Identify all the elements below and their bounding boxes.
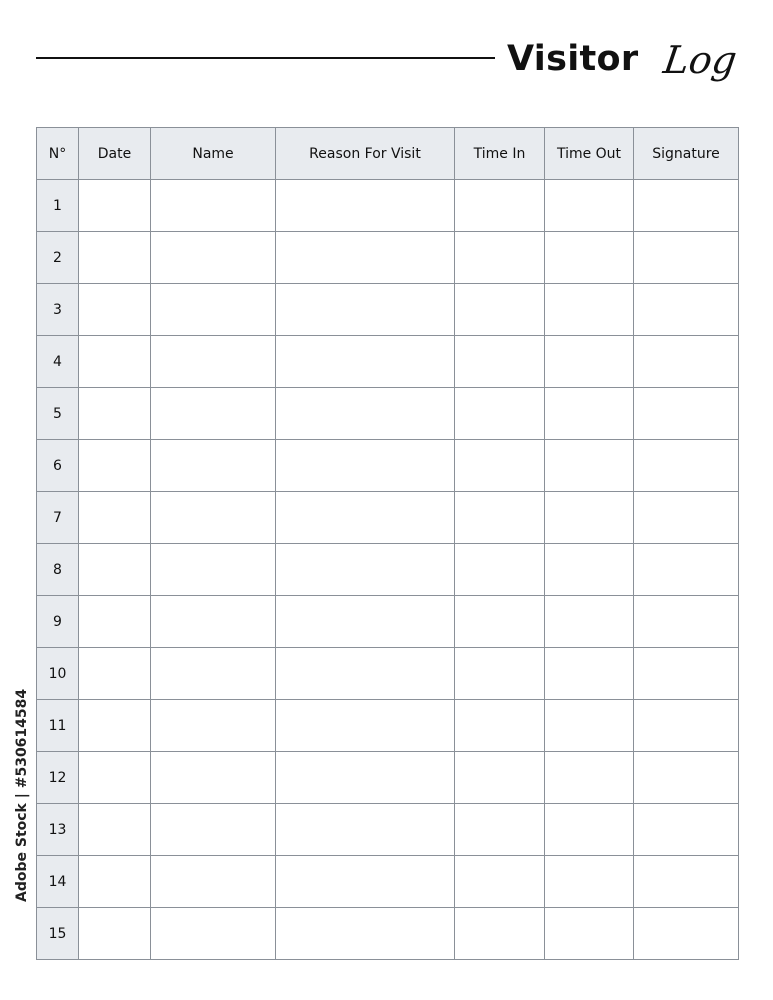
signature-cell[interactable] bbox=[634, 388, 739, 440]
time-in-cell[interactable] bbox=[455, 856, 545, 908]
signature-cell[interactable] bbox=[634, 336, 739, 388]
table-row bbox=[37, 440, 739, 492]
reason-cell[interactable] bbox=[276, 388, 455, 440]
date-cell[interactable] bbox=[79, 856, 151, 908]
time-in-cell[interactable] bbox=[455, 648, 545, 700]
name-cell[interactable] bbox=[151, 804, 276, 856]
time-out-cell[interactable] bbox=[545, 180, 634, 232]
name-cell[interactable] bbox=[151, 700, 276, 752]
row-number: 3 bbox=[37, 284, 79, 336]
signature-cell[interactable] bbox=[634, 596, 739, 648]
row-number: 15 bbox=[37, 908, 79, 960]
row-number: 14 bbox=[37, 856, 79, 908]
name-cell[interactable] bbox=[151, 908, 276, 960]
name-cell[interactable] bbox=[151, 596, 276, 648]
row-number: 12 bbox=[37, 752, 79, 804]
time-out-cell[interactable] bbox=[545, 752, 634, 804]
date-cell[interactable] bbox=[79, 544, 151, 596]
date-cell[interactable] bbox=[79, 440, 151, 492]
table-body bbox=[37, 180, 739, 960]
table-row bbox=[37, 232, 739, 284]
name-cell[interactable] bbox=[151, 856, 276, 908]
date-cell[interactable] bbox=[79, 648, 151, 700]
table-row bbox=[37, 908, 739, 960]
row-number: 2 bbox=[37, 232, 79, 284]
signature-cell[interactable] bbox=[634, 752, 739, 804]
table-row bbox=[37, 492, 739, 544]
reason-cell[interactable] bbox=[276, 700, 455, 752]
date-cell[interactable] bbox=[79, 804, 151, 856]
time-in-cell[interactable] bbox=[455, 908, 545, 960]
title-log-script: Log bbox=[660, 38, 740, 82]
table-row bbox=[37, 700, 739, 752]
time-out-cell[interactable] bbox=[545, 804, 634, 856]
time-in-cell[interactable] bbox=[455, 492, 545, 544]
date-cell[interactable] bbox=[79, 180, 151, 232]
title-visitor: Visitor bbox=[507, 39, 639, 79]
date-cell[interactable] bbox=[79, 232, 151, 284]
header-number: N° bbox=[37, 128, 79, 180]
table-row bbox=[37, 856, 739, 908]
table-row bbox=[37, 180, 739, 232]
row-number: 10 bbox=[37, 648, 79, 700]
table-row bbox=[37, 336, 739, 388]
title-rule bbox=[36, 57, 495, 59]
table-row bbox=[37, 648, 739, 700]
reason-cell[interactable] bbox=[276, 440, 455, 492]
table-row bbox=[37, 284, 739, 336]
signature-cell[interactable] bbox=[634, 284, 739, 336]
time-out-cell[interactable] bbox=[545, 700, 634, 752]
time-in-cell[interactable] bbox=[455, 700, 545, 752]
reason-cell[interactable] bbox=[276, 180, 455, 232]
time-in-cell[interactable] bbox=[455, 284, 545, 336]
signature-cell[interactable] bbox=[634, 232, 739, 284]
signature-cell[interactable] bbox=[634, 700, 739, 752]
row-number: 13 bbox=[37, 804, 79, 856]
reason-cell[interactable] bbox=[276, 284, 455, 336]
date-cell[interactable] bbox=[79, 336, 151, 388]
name-cell[interactable] bbox=[151, 648, 276, 700]
header-name: Name bbox=[151, 128, 276, 180]
row-number: 6 bbox=[37, 440, 79, 492]
date-cell[interactable] bbox=[79, 596, 151, 648]
table-row bbox=[37, 596, 739, 648]
header-reason: Reason For Visit bbox=[276, 128, 455, 180]
name-cell[interactable] bbox=[151, 752, 276, 804]
time-in-cell[interactable] bbox=[455, 596, 545, 648]
signature-cell[interactable] bbox=[634, 440, 739, 492]
name-cell[interactable] bbox=[151, 440, 276, 492]
signature-cell[interactable] bbox=[634, 648, 739, 700]
name-cell[interactable] bbox=[151, 336, 276, 388]
reason-cell[interactable] bbox=[276, 232, 455, 284]
row-number: 11 bbox=[37, 700, 79, 752]
name-cell[interactable] bbox=[151, 232, 276, 284]
time-out-cell[interactable] bbox=[545, 856, 634, 908]
name-cell[interactable] bbox=[151, 180, 276, 232]
row-number: 8 bbox=[37, 544, 79, 596]
table-row bbox=[37, 752, 739, 804]
stock-watermark-text: Adobe Stock | #530614584 bbox=[14, 688, 30, 902]
reason-cell[interactable] bbox=[276, 492, 455, 544]
row-number: 5 bbox=[37, 388, 79, 440]
time-out-cell[interactable] bbox=[545, 284, 634, 336]
signature-cell[interactable] bbox=[634, 492, 739, 544]
header-signature: Signature bbox=[634, 128, 739, 180]
time-in-cell[interactable] bbox=[455, 804, 545, 856]
header-time-out: Time Out bbox=[545, 128, 634, 180]
reason-cell[interactable] bbox=[276, 544, 455, 596]
time-out-cell[interactable] bbox=[545, 440, 634, 492]
header-time-in: Time In bbox=[455, 128, 545, 180]
time-in-cell[interactable] bbox=[455, 440, 545, 492]
signature-cell[interactable] bbox=[634, 804, 739, 856]
time-out-cell[interactable] bbox=[545, 908, 634, 960]
time-out-cell[interactable] bbox=[545, 648, 634, 700]
table-row bbox=[37, 544, 739, 596]
time-in-cell[interactable] bbox=[455, 544, 545, 596]
header-row bbox=[37, 128, 739, 180]
row-number: 9 bbox=[37, 596, 79, 648]
reason-cell[interactable] bbox=[276, 804, 455, 856]
name-cell[interactable] bbox=[151, 492, 276, 544]
time-in-cell[interactable] bbox=[455, 388, 545, 440]
name-cell[interactable] bbox=[151, 284, 276, 336]
time-out-cell[interactable] bbox=[545, 336, 634, 388]
row-number: 1 bbox=[37, 180, 79, 232]
time-out-cell[interactable] bbox=[545, 544, 634, 596]
date-cell[interactable] bbox=[79, 752, 151, 804]
time-in-cell[interactable] bbox=[455, 752, 545, 804]
date-cell[interactable] bbox=[79, 492, 151, 544]
time-out-cell[interactable] bbox=[545, 388, 634, 440]
row-number: 7 bbox=[37, 492, 79, 544]
time-out-cell[interactable] bbox=[545, 596, 634, 648]
signature-cell[interactable] bbox=[634, 544, 739, 596]
visitor-log-table bbox=[36, 127, 739, 960]
time-in-cell[interactable] bbox=[455, 232, 545, 284]
time-out-cell[interactable] bbox=[545, 232, 634, 284]
row-number: 4 bbox=[37, 336, 79, 388]
reason-cell[interactable] bbox=[276, 752, 455, 804]
date-cell[interactable] bbox=[79, 700, 151, 752]
signature-cell[interactable] bbox=[634, 180, 739, 232]
signature-cell[interactable] bbox=[634, 908, 739, 960]
date-cell[interactable] bbox=[79, 388, 151, 440]
date-cell[interactable] bbox=[79, 284, 151, 336]
reason-cell[interactable] bbox=[276, 856, 455, 908]
time-in-cell[interactable] bbox=[455, 336, 545, 388]
name-cell[interactable] bbox=[151, 388, 276, 440]
reason-cell[interactable] bbox=[276, 648, 455, 700]
reason-cell[interactable] bbox=[276, 336, 455, 388]
table-row bbox=[37, 388, 739, 440]
time-out-cell[interactable] bbox=[545, 492, 634, 544]
table-row bbox=[37, 804, 739, 856]
signature-cell[interactable] bbox=[634, 856, 739, 908]
header-date: Date bbox=[79, 128, 151, 180]
date-cell[interactable] bbox=[79, 908, 151, 960]
reason-cell[interactable] bbox=[276, 908, 455, 960]
reason-cell[interactable] bbox=[276, 596, 455, 648]
name-cell[interactable] bbox=[151, 544, 276, 596]
time-in-cell[interactable] bbox=[455, 180, 545, 232]
